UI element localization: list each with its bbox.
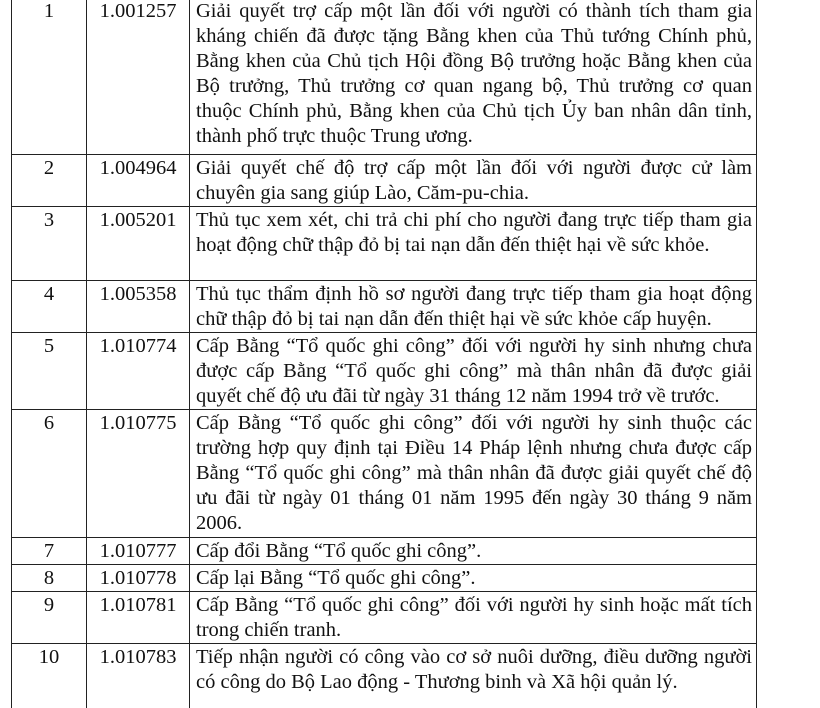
table-row xyxy=(12,410,757,538)
procedure-name: Cấp lại Bằng “Tổ quốc ghi công”. xyxy=(190,565,757,592)
procedure-code: 1.005201 xyxy=(87,207,190,281)
table-row xyxy=(12,0,757,155)
procedure-code: 1.001257 xyxy=(87,0,190,155)
procedure-name: Tiếp nhận người có công vào cơ sở nuôi dưỡng, điều dưỡng người có công do Bộ Lao động - Thương binh và Xã hội quản lý. xyxy=(190,644,757,708)
procedure-name: Giải quyết trợ cấp một lần đối với người có thành tích tham gia kháng chiến đã được tặng Bằng khen của Thủ tướng Chính phủ, Bằng khen của Chủ tịch Hội đồng Bộ trưởng hoặc Bằng khen của Bộ trưởng, Thủ trưởng cơ quan ngang bộ, Thủ trưởng cơ quan thuộc Chính phủ, Bằng khen của Chủ tịch Ủy ban nhân dân tỉnh, thành phố trực thuộc Trung ương. xyxy=(190,0,757,155)
procedure-code: 1.004964 xyxy=(87,155,190,207)
table-row xyxy=(12,592,757,644)
table-row xyxy=(12,538,757,565)
table-row xyxy=(12,644,757,708)
procedure-code: 1.010778 xyxy=(87,565,190,592)
procedure-name: Cấp Bằng “Tổ quốc ghi công” đối với người hy sinh thuộc các trường hợp quy định tại Điều 14 Pháp lệnh nhưng chưa được cấp Bằng “Tổ quốc ghi công” mà thân nhân đã được giải quyết chế độ ưu đãi từ ngày 01 tháng 01 năm 1995 đến ngày 30 tháng 9 năm 2006. xyxy=(190,410,757,538)
table-row xyxy=(12,333,757,410)
row-number: 6 xyxy=(12,410,87,538)
row-number: 3 xyxy=(12,207,87,281)
procedure-name: Cấp Bằng “Tổ quốc ghi công” đối với người hy sinh hoặc mất tích trong chiến tranh. xyxy=(190,592,757,644)
procedures-table xyxy=(11,0,757,708)
table-row xyxy=(12,207,757,281)
row-number: 9 xyxy=(12,592,87,644)
procedure-name: Giải quyết chế độ trợ cấp một lần đối với người được cử làm chuyên gia sang giúp Lào, Căm-pu-chia. xyxy=(190,155,757,207)
row-number: 1 xyxy=(12,0,87,155)
table-row xyxy=(12,155,757,207)
table-row xyxy=(12,281,757,333)
table-row xyxy=(12,565,757,592)
procedure-code: 1.010775 xyxy=(87,410,190,538)
procedure-code: 1.010774 xyxy=(87,333,190,410)
procedure-name: Thủ tục xem xét, chi trả chi phí cho người đang trực tiếp tham gia hoạt động chữ thập đỏ bị tai nạn dẫn đến thiệt hại về sức khỏe. xyxy=(190,207,757,281)
row-number: 2 xyxy=(12,155,87,207)
row-number: 8 xyxy=(12,565,87,592)
procedure-code: 1.010777 xyxy=(87,538,190,565)
procedure-code: 1.005358 xyxy=(87,281,190,333)
row-number: 5 xyxy=(12,333,87,410)
procedure-name: Thủ tục thẩm định hồ sơ người đang trực tiếp tham gia hoạt động chữ thập đỏ bị tai nạn dẫn đến thiệt hại về sức khỏe cấp huyện. xyxy=(190,281,757,333)
row-number: 7 xyxy=(12,538,87,565)
procedure-name: Cấp đổi Bằng “Tổ quốc ghi công”. xyxy=(190,538,757,565)
procedure-code: 1.010781 xyxy=(87,592,190,644)
row-number: 10 xyxy=(12,644,87,708)
procedure-code: 1.010783 xyxy=(87,644,190,708)
row-number: 4 xyxy=(12,281,87,333)
procedure-name: Cấp Bằng “Tổ quốc ghi công” đối với người hy sinh nhưng chưa được cấp Bằng “Tổ quốc ghi công” mà thân nhân đã được giải quyết chế độ ưu đãi từ ngày 31 tháng 12 năm 1994 trở về trước. xyxy=(190,333,757,410)
